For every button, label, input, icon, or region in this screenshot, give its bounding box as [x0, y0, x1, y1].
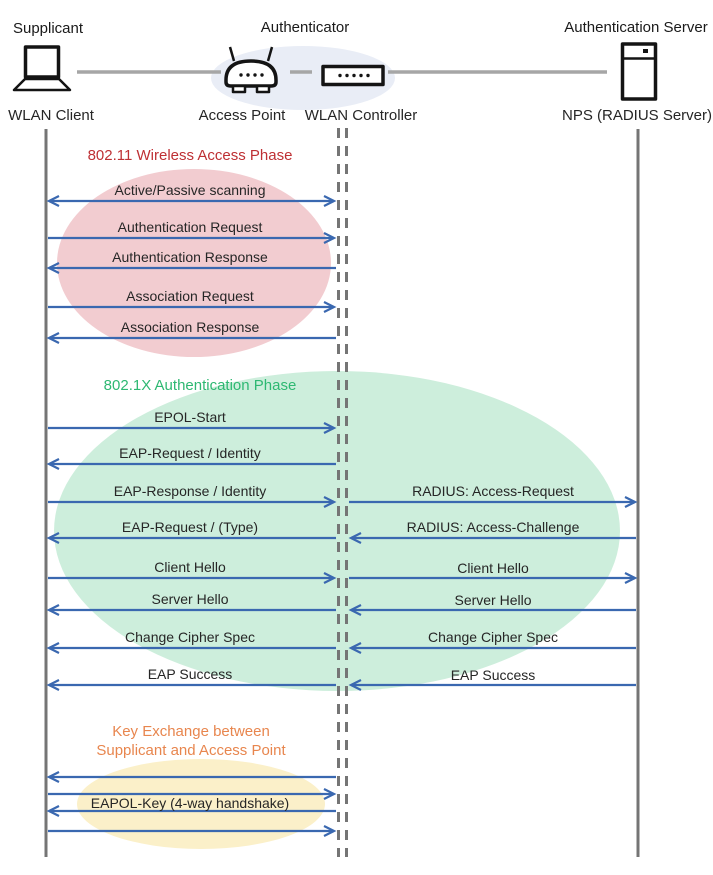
message-label: Association Response [120, 319, 260, 335]
phase3-title-line1: Key Exchange between [112, 723, 270, 740]
laptop-base [14, 79, 70, 90]
message-label: EAP Success [450, 667, 536, 683]
laptop-screen [26, 47, 59, 77]
message-label: Authentication Response [112, 249, 268, 265]
laptop-icon [14, 47, 70, 90]
message-label: Server Hello [454, 592, 532, 608]
message-label: EAP-Response / Identity [113, 483, 267, 499]
message-label: Association Request [126, 288, 254, 304]
message-label: Server Hello [151, 591, 229, 607]
actor-role-supplicant: Supplicant [12, 20, 84, 37]
message-label: Change Cipher Spec [125, 629, 255, 645]
message-label: Authentication Request [117, 219, 263, 235]
message-label: EAP Success [147, 666, 233, 682]
message-label: EPOL-Start [154, 409, 226, 425]
device-label-wlan-client: WLAN Client [8, 107, 94, 124]
message-label: Change Cipher Spec [428, 629, 558, 645]
ap-body [226, 61, 276, 86]
wlan-controller-icon [323, 67, 383, 85]
device-label-wlan-controller: WLAN Controller [304, 107, 418, 124]
phase1-title: 802.11 Wireless Access Phase [87, 147, 293, 164]
message-label: Active/Passive scanning [114, 182, 266, 198]
phase3-title-line2: Supplicant and Access Point [96, 742, 286, 759]
actor-role-auth-server: Authentication Server [564, 19, 708, 36]
message-label: EAP-Request / Identity [119, 445, 261, 461]
message-label: EAPOL-Key (4-way handshake) [90, 795, 290, 811]
server-led [643, 49, 648, 53]
message-label: RADIUS: Access-Challenge [406, 519, 580, 535]
server-body [623, 44, 656, 99]
phase2-title: 802.1X Authentication Phase [103, 377, 297, 394]
message-label: Client Hello [154, 559, 226, 575]
actor-role-authenticator: Authenticator [260, 19, 350, 36]
message-label: EAP-Request / (Type) [121, 519, 259, 535]
message-label: RADIUS: Access-Request [412, 483, 574, 499]
ap-foot-right [257, 86, 269, 92]
server-icon [623, 44, 656, 99]
device-label-access-point: Access Point [198, 107, 286, 124]
ap-foot-left [233, 86, 245, 92]
device-label-nps: NPS (RADIUS Server) [561, 107, 713, 124]
message-label: Client Hello [457, 560, 529, 576]
